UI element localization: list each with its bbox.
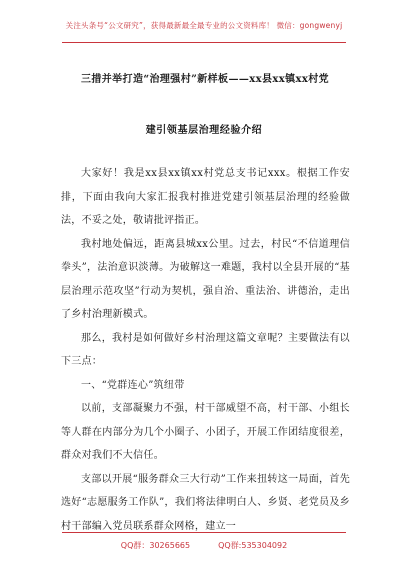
paragraph-previous-situation: 以前，支部凝聚力不强，村干部威望不高，村干部、小组长等人群在内部分为几个小圈子、小团子，开展工作团结度很差，群众对我们不大信任。	[61, 403, 350, 461]
document-title-line-1: 三措并举打造“治理强村”新样板——xx县xx镇xx村党	[80, 74, 330, 85]
document-title-line-2: 建引领基层治理经验介绍	[145, 125, 263, 136]
footer-qq-group-2: QQ群:535304092	[218, 541, 288, 550]
document-body	[61, 162, 350, 538]
footer-qq-group-1: QQ群：30265665	[120, 541, 191, 550]
paragraph-question: 那么，我村是如何做好乡村治理这篇文章呢？主要做法有以下三点：	[61, 332, 350, 367]
header-note: 关注头条号“公文研究”，获得最新最全最专业的公文资料库！ 微信：gongwenyj	[65, 21, 343, 30]
footer-contacts	[0, 540, 408, 551]
header-divider	[62, 42, 346, 43]
paragraph-intro: 大家好！我是xx县xx镇xx村党总支书记xxx。根据工作安排，下面由我向大家汇报我村推进党建引领基层治理的经验做法，不妥之处，敬请批评指正。	[61, 168, 350, 226]
footer-divider	[62, 532, 346, 533]
section-heading-1: 一、“党群连心”筑纽带	[81, 379, 185, 391]
paragraph-service-action: 支部以开展“服务群众三大行动”工作来扭转这一局面，首先选好“志愿服务工作队”，我们将法律明白人、乡贤、老党员及乡村干部编入党员联系群众网格，建立一	[61, 473, 350, 532]
paragraph-background: 我村地处偏远，距离县城xx公里。过去，村民“不信道理信拳头”，法治意识淡薄。为破解这一难题，我村以全县开展的“基层治理示范攻坚”行动为契机，强自治、重法治、讲德治，走出了乡村治理新模式。	[61, 238, 350, 320]
